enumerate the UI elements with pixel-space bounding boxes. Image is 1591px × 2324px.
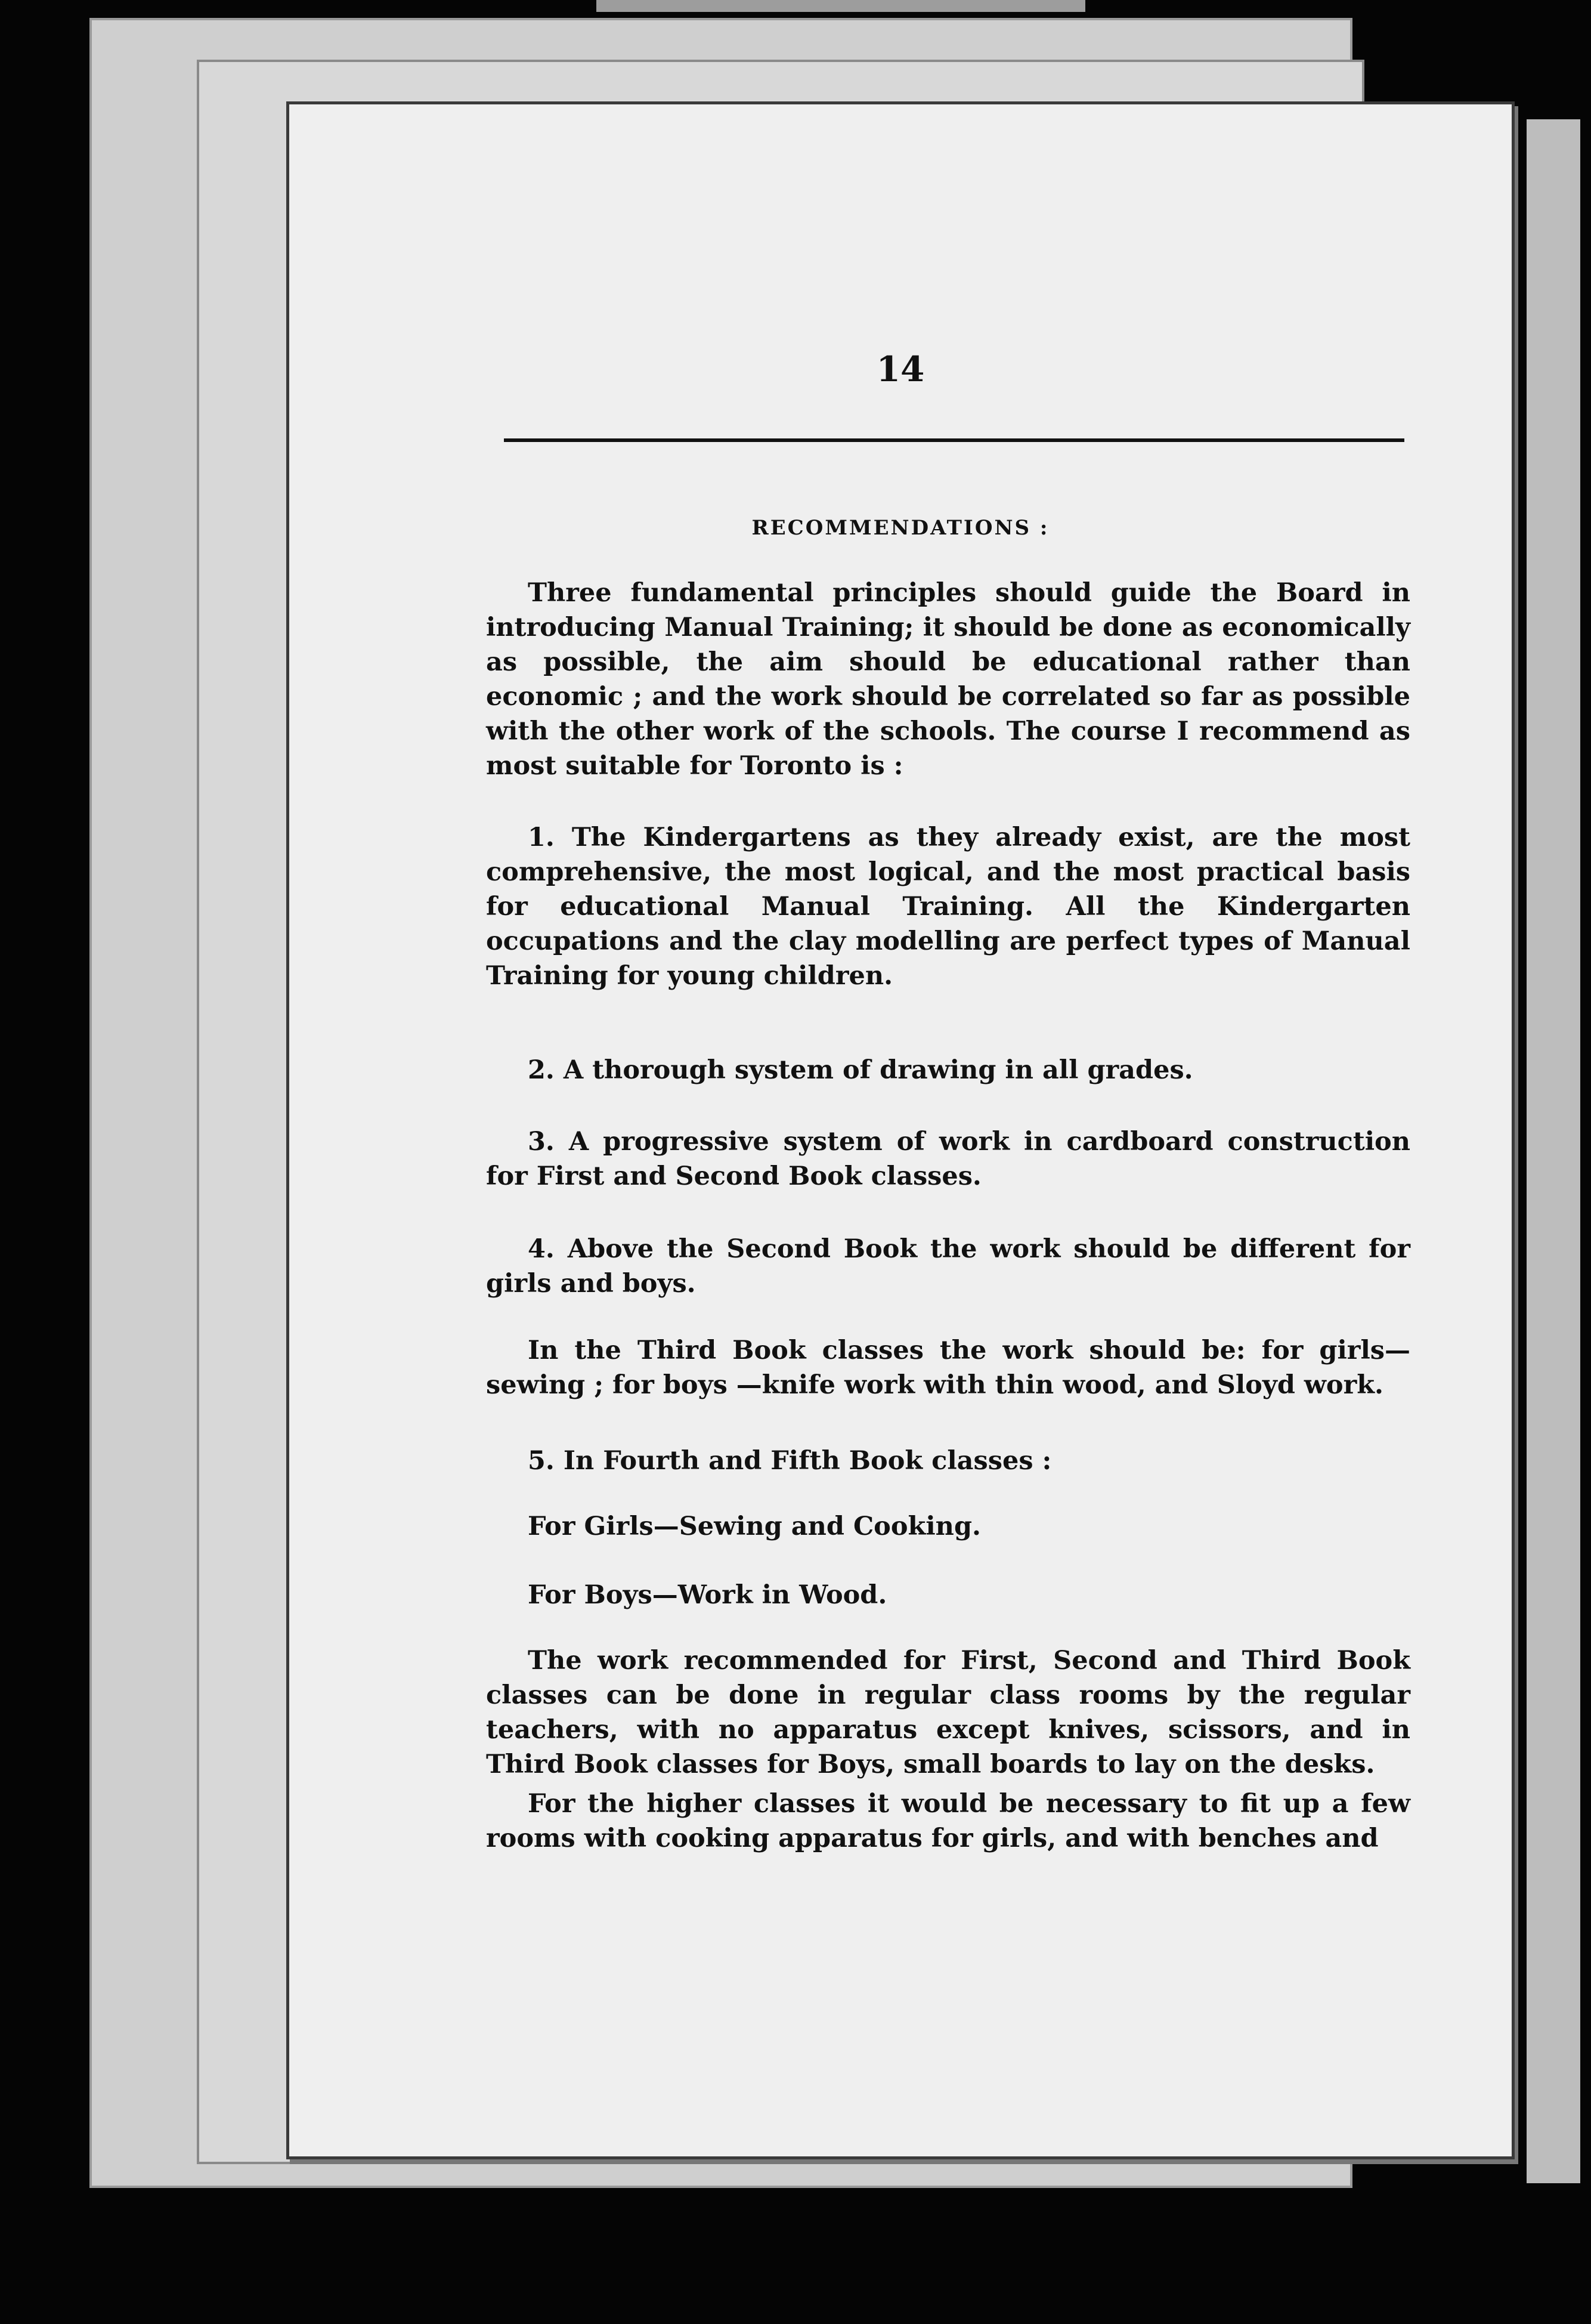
- recommendation-3: 3. A progressive system of work in cardboard construction for First and Second Book classes.: [486, 1127, 1410, 1191]
- recommendation-1: 1. The Kindergartens as they already exist, are the most comprehensive, the most logical, and the most practical basis for educational Manual Training. All the Kindergarten occupations and the clay modelling are perfect types of Manual Training for young children.: [486, 823, 1410, 991]
- for-boys-line: For Boys—Work in Wood.: [528, 1580, 887, 1610]
- third-book-paragraph: In the Third Book classes the work should be: for girls—sewing ; for boys —knife work with thin wood, and Sloyd work.: [486, 1336, 1410, 1400]
- recommendation-4: 4. Above the Second Book the work should be different for girls and boys.: [486, 1234, 1410, 1299]
- section-heading: RECOMMENDATIONS :: [751, 516, 1050, 540]
- recommendation-2: 2. A thorough system of drawing in all grades.: [528, 1055, 1193, 1085]
- intro-paragraph: Three fundamental principles should guide the Board in introducing Manual Training; it should be done as economically as possible, the aim should be educational rather than economic ; and the work should be correlated so far as possible with the other work of the schools. The course I recommend as most suitable for Toronto is :: [486, 578, 1410, 781]
- higher-classes-paragraph: For the higher classes it would be necessary to fit up a few rooms with cooking apparatus for girls, and with benches and: [486, 1789, 1410, 1853]
- page-number: 14: [876, 349, 925, 390]
- document-page: [286, 101, 1515, 2159]
- recommendation-5: 5. In Fourth and Fifth Book classes :: [528, 1446, 1052, 1476]
- work-recommended-paragraph: The work recommended for First, Second and Third Book classes can be done in regular class rooms by the regular teachers, with no apparatus except knives, scissors, and in Third Book classes for Boys, small boards to lay on the desks.: [486, 1646, 1410, 1779]
- top-paper-scrap: [596, 0, 1085, 12]
- for-girls-line: For Girls—Sewing and Cooking.: [528, 1512, 981, 1541]
- right-edge-strip: [1527, 119, 1580, 2183]
- header-rule: [504, 438, 1404, 442]
